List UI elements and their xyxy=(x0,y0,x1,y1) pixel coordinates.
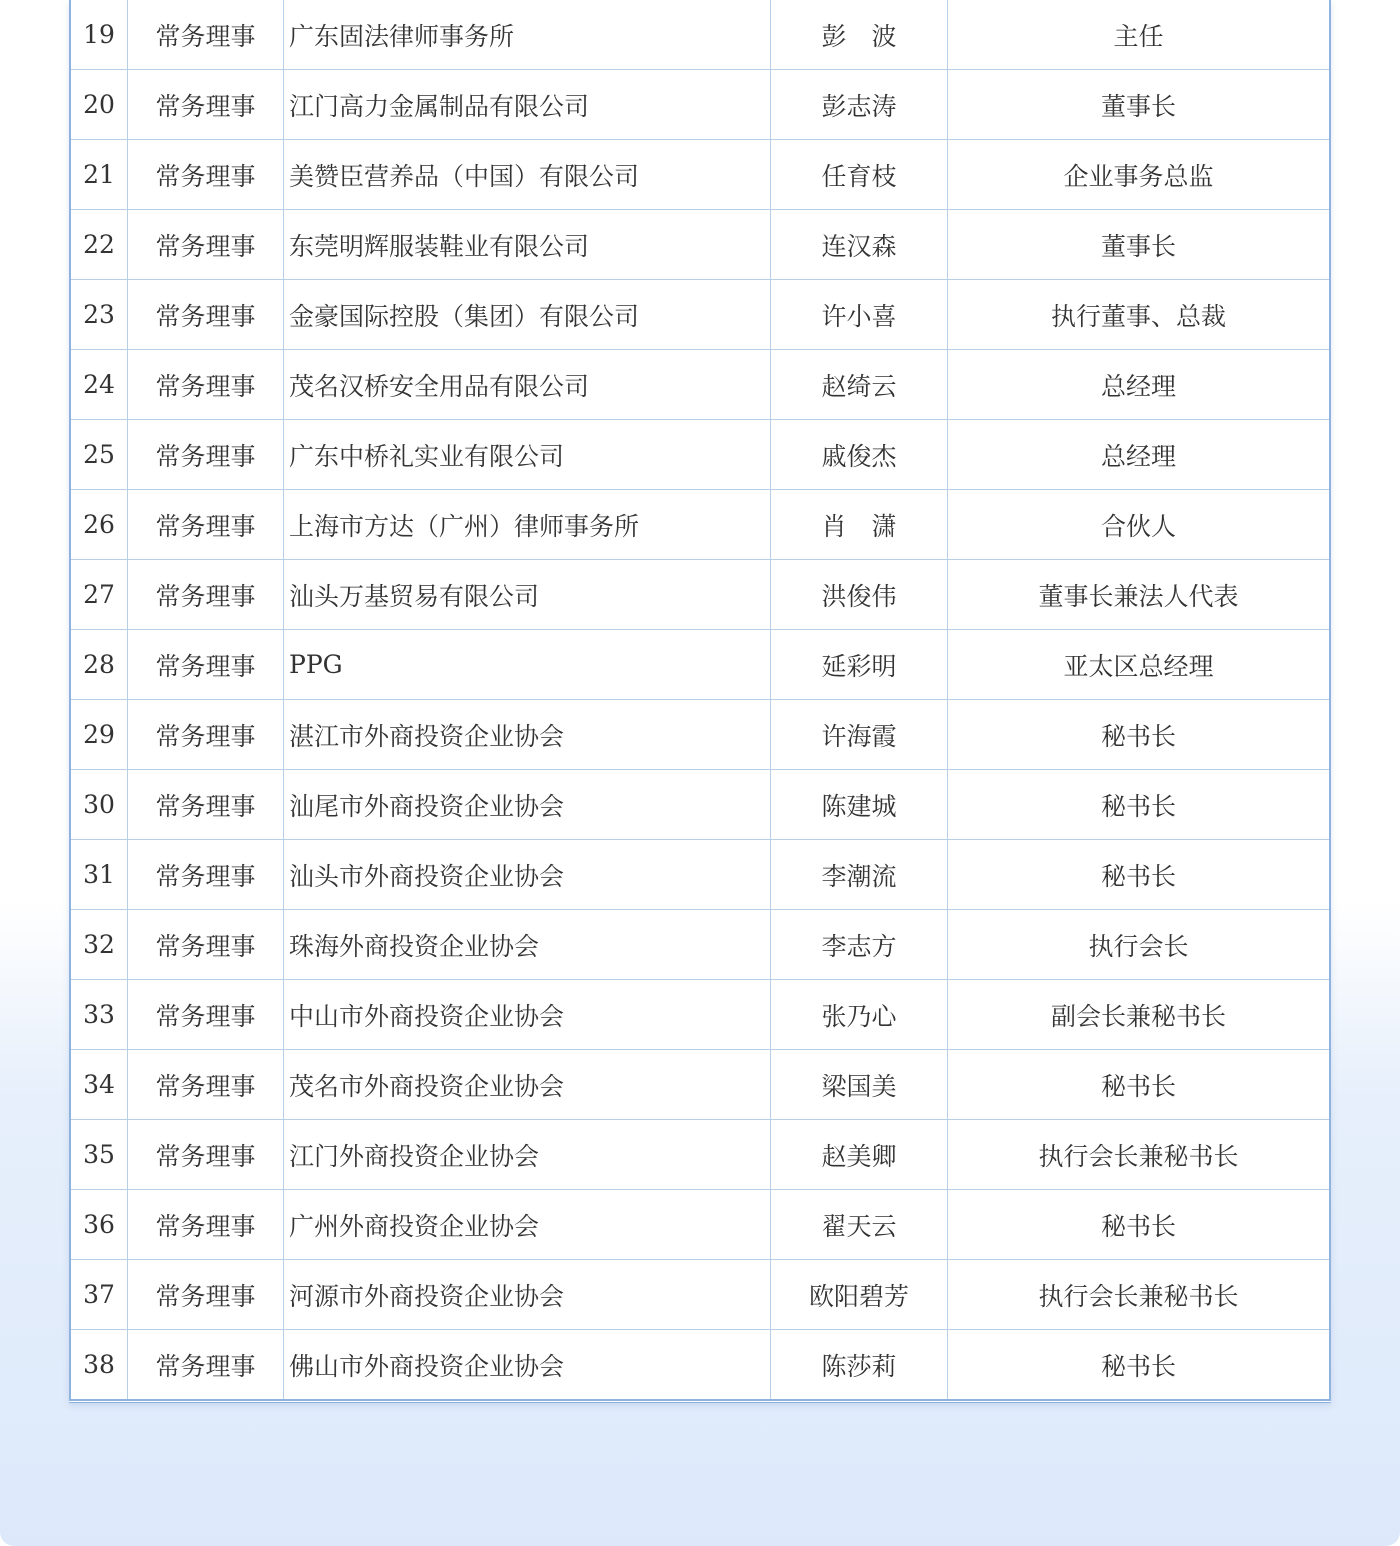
cell-role: 常务理事 xyxy=(128,1330,284,1401)
cell-member-name: 张乃心 xyxy=(771,980,948,1050)
cell-organization: 汕头市外商投资企业协会 xyxy=(284,840,771,910)
cell-member-name: 陈莎莉 xyxy=(771,1330,948,1401)
cell-number: 33 xyxy=(70,980,128,1050)
cell-position: 总经理 xyxy=(948,350,1331,420)
table-row xyxy=(70,1260,1330,1330)
cell-member-name: 许海霞 xyxy=(771,700,948,770)
cell-role: 常务理事 xyxy=(128,70,284,140)
cell-position: 合伙人 xyxy=(948,490,1331,560)
cell-member-name: 彭 波 xyxy=(771,0,948,70)
table-row xyxy=(70,770,1330,840)
cell-role: 常务理事 xyxy=(128,350,284,420)
cell-organization: 中山市外商投资企业协会 xyxy=(284,980,771,1050)
cell-number: 30 xyxy=(70,770,128,840)
cell-organization: 美赞臣营养品（中国）有限公司 xyxy=(284,140,771,210)
table-row xyxy=(70,140,1330,210)
cell-role: 常务理事 xyxy=(128,1260,284,1330)
cell-organization: 河源市外商投资企业协会 xyxy=(284,1260,771,1330)
cell-number: 37 xyxy=(70,1260,128,1330)
cell-number: 26 xyxy=(70,490,128,560)
cell-number: 32 xyxy=(70,910,128,980)
member-table-container xyxy=(69,0,1331,1402)
cell-organization: 江门外商投资企业协会 xyxy=(284,1120,771,1190)
cell-member-name: 翟天云 xyxy=(771,1190,948,1260)
cell-number: 23 xyxy=(70,280,128,350)
cell-member-name: 彭志涛 xyxy=(771,70,948,140)
table-row xyxy=(70,280,1330,350)
cell-number: 21 xyxy=(70,140,128,210)
cell-number: 36 xyxy=(70,1190,128,1260)
cell-organization: 湛江市外商投资企业协会 xyxy=(284,700,771,770)
cell-role: 常务理事 xyxy=(128,420,284,490)
cell-member-name: 戚俊杰 xyxy=(771,420,948,490)
member-table xyxy=(69,0,1331,1401)
cell-number: 35 xyxy=(70,1120,128,1190)
cell-role: 常务理事 xyxy=(128,840,284,910)
table-row xyxy=(70,490,1330,560)
cell-member-name: 赵绮云 xyxy=(771,350,948,420)
cell-role: 常务理事 xyxy=(128,1050,284,1120)
cell-member-name: 李潮流 xyxy=(771,840,948,910)
cell-organization: 东莞明辉服装鞋业有限公司 xyxy=(284,210,771,280)
cell-organization: 广东固法律师事务所 xyxy=(284,0,771,70)
cell-position: 秘书长 xyxy=(948,770,1331,840)
cell-position: 执行会长兼秘书长 xyxy=(948,1260,1331,1330)
table-row xyxy=(70,350,1330,420)
cell-number: 22 xyxy=(70,210,128,280)
cell-role: 常务理事 xyxy=(128,980,284,1050)
table-row xyxy=(70,910,1330,980)
table-row xyxy=(70,1050,1330,1120)
cell-position: 秘书长 xyxy=(948,1330,1331,1401)
cell-member-name: 陈建城 xyxy=(771,770,948,840)
cell-organization: 珠海外商投资企业协会 xyxy=(284,910,771,980)
cell-role: 常务理事 xyxy=(128,910,284,980)
cell-member-name: 赵美卿 xyxy=(771,1120,948,1190)
cell-organization: 汕头万基贸易有限公司 xyxy=(284,560,771,630)
cell-position: 执行董事、总裁 xyxy=(948,280,1331,350)
cell-position: 执行会长兼秘书长 xyxy=(948,1120,1331,1190)
table-row xyxy=(70,840,1330,910)
cell-role: 常务理事 xyxy=(128,280,284,350)
cell-role: 常务理事 xyxy=(128,770,284,840)
cell-organization: 汕尾市外商投资企业协会 xyxy=(284,770,771,840)
cell-member-name: 梁国美 xyxy=(771,1050,948,1120)
cell-number: 27 xyxy=(70,560,128,630)
cell-number: 28 xyxy=(70,630,128,700)
cell-member-name: 连汉森 xyxy=(771,210,948,280)
cell-organization: 佛山市外商投资企业协会 xyxy=(284,1330,771,1401)
cell-position: 秘书长 xyxy=(948,700,1331,770)
cell-member-name: 任育枝 xyxy=(771,140,948,210)
table-row xyxy=(70,0,1330,70)
cell-number: 24 xyxy=(70,350,128,420)
cell-role: 常务理事 xyxy=(128,560,284,630)
cell-organization: 江门高力金属制品有限公司 xyxy=(284,70,771,140)
cell-organization: 茂名市外商投资企业协会 xyxy=(284,1050,771,1120)
cell-position: 副会长兼秘书长 xyxy=(948,980,1331,1050)
cell-organization: PPG xyxy=(284,630,771,700)
cell-position: 总经理 xyxy=(948,420,1331,490)
cell-role: 常务理事 xyxy=(128,700,284,770)
table-row xyxy=(70,980,1330,1050)
table-row xyxy=(70,630,1330,700)
cell-number: 20 xyxy=(70,70,128,140)
cell-position: 企业事务总监 xyxy=(948,140,1331,210)
table-row xyxy=(70,1190,1330,1260)
table-row xyxy=(70,1120,1330,1190)
cell-role: 常务理事 xyxy=(128,630,284,700)
member-table-body xyxy=(70,0,1330,1400)
cell-number: 31 xyxy=(70,840,128,910)
table-row xyxy=(70,1330,1330,1401)
cell-position: 董事长 xyxy=(948,70,1331,140)
cell-member-name: 洪俊伟 xyxy=(771,560,948,630)
cell-position: 董事长 xyxy=(948,210,1331,280)
cell-organization: 广州外商投资企业协会 xyxy=(284,1190,771,1260)
table-row xyxy=(70,70,1330,140)
cell-position: 秘书长 xyxy=(948,1050,1331,1120)
cell-member-name: 欧阳碧芳 xyxy=(771,1260,948,1330)
cell-position: 主任 xyxy=(948,0,1331,70)
cell-member-name: 许小喜 xyxy=(771,280,948,350)
cell-position: 秘书长 xyxy=(948,840,1331,910)
table-row xyxy=(70,700,1330,770)
cell-position: 董事长兼法人代表 xyxy=(948,560,1331,630)
cell-organization: 金豪国际控股（集团）有限公司 xyxy=(284,280,771,350)
cell-member-name: 延彩明 xyxy=(771,630,948,700)
cell-position: 秘书长 xyxy=(948,1190,1331,1260)
cell-organization: 茂名汉桥安全用品有限公司 xyxy=(284,350,771,420)
cell-role: 常务理事 xyxy=(128,210,284,280)
cell-number: 25 xyxy=(70,420,128,490)
cell-organization: 上海市方达（广州）律师事务所 xyxy=(284,490,771,560)
table-row xyxy=(70,560,1330,630)
cell-position: 执行会长 xyxy=(948,910,1331,980)
cell-number: 19 xyxy=(70,0,128,70)
cell-number: 38 xyxy=(70,1330,128,1401)
cell-role: 常务理事 xyxy=(128,490,284,560)
cell-role: 常务理事 xyxy=(128,1120,284,1190)
cell-member-name: 肖 潇 xyxy=(771,490,948,560)
cell-position: 亚太区总经理 xyxy=(948,630,1331,700)
cell-number: 34 xyxy=(70,1050,128,1120)
table-row xyxy=(70,420,1330,490)
table-row xyxy=(70,210,1330,280)
cell-organization: 广东中桥礼实业有限公司 xyxy=(284,420,771,490)
cell-role: 常务理事 xyxy=(128,1190,284,1260)
cell-number: 29 xyxy=(70,700,128,770)
cell-role: 常务理事 xyxy=(128,0,284,70)
cell-member-name: 李志方 xyxy=(771,910,948,980)
cell-role: 常务理事 xyxy=(128,140,284,210)
